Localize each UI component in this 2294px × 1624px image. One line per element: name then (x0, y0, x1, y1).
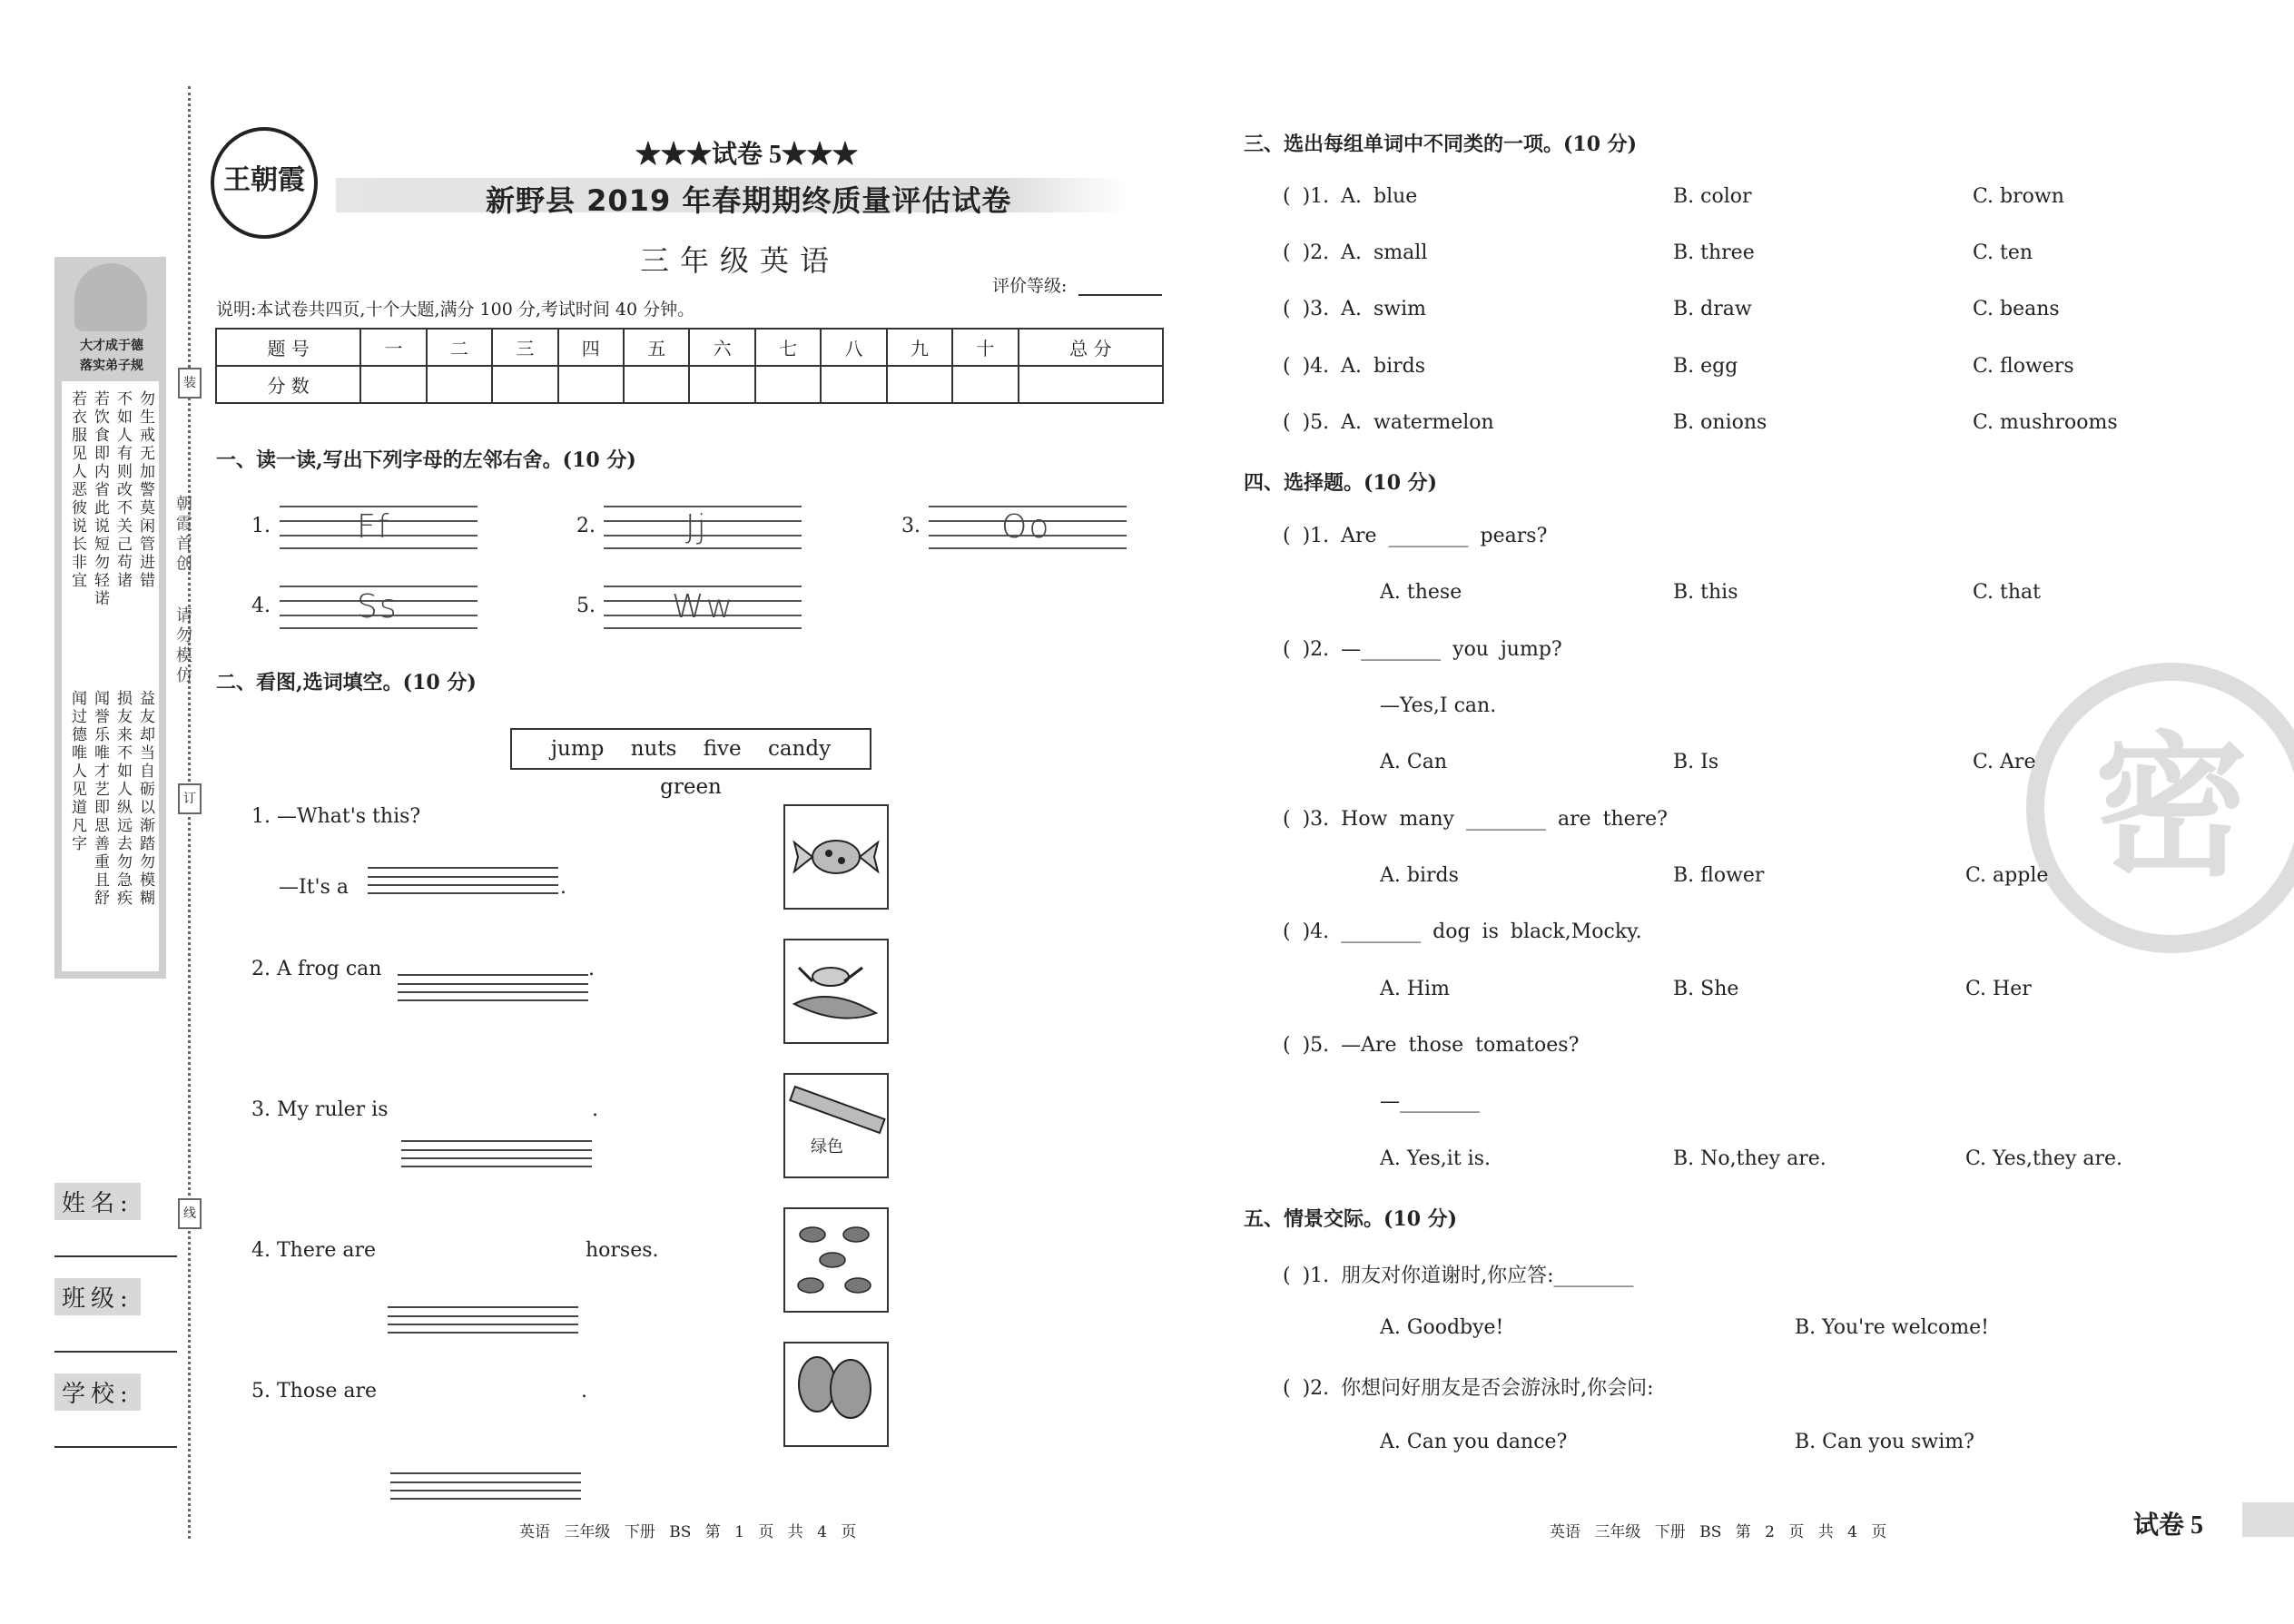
sec3-q5-b: B. onions (1673, 411, 1767, 434)
sec3-q4-b: B. egg (1673, 355, 1738, 378)
score-col-label: 题 号 (216, 329, 360, 366)
sec2-q1-answer-lines[interactable] (368, 867, 558, 892)
sec2-q4-prefix: 4. There are (251, 1239, 377, 1262)
score-col-1: 一 (360, 329, 426, 366)
score-col-3: 三 (492, 329, 557, 366)
score-cell[interactable] (821, 366, 886, 403)
binding-mark-xian: 线 (178, 1198, 202, 1229)
sec2-q1-period: . (560, 876, 566, 899)
candy-icon (785, 806, 887, 908)
publisher-logo: 王朝霞 (211, 127, 318, 239)
score-cell[interactable] (492, 366, 557, 403)
sec5-q2-b: B. Can you swim? (1795, 1431, 1974, 1453)
score-header-row (216, 329, 1163, 366)
eval-field[interactable] (1078, 294, 1162, 296)
score-cell[interactable] (427, 366, 492, 403)
proverb-col-1: 若衣服见人恶彼说长非宜 (68, 390, 86, 590)
sec4-q2: ( )2. —________ you jump? (1283, 638, 1562, 661)
secret-stamp: 密 (2026, 663, 2294, 953)
score-col-5: 五 (624, 329, 689, 366)
paper-tag: 试卷 5 (2133, 1511, 2204, 1540)
sec3-q3-b: B. draw (1673, 298, 1752, 320)
sec1-letters-5: Ww (672, 588, 735, 625)
paper-number: ★★★试卷 5★★★ (635, 141, 859, 169)
score-col-6: 六 (689, 329, 754, 366)
ruler-image (783, 1073, 889, 1178)
score-col-8: 八 (821, 329, 886, 366)
binding-note-1: 朝霞首创 (173, 495, 192, 575)
score-col-2: 二 (427, 329, 492, 366)
ruler-color-label: 绿色 (811, 1137, 843, 1156)
sec3-q1: ( )1. A. blue (1283, 185, 1418, 208)
proverb-col-6: 闻誉乐唯才艺即思善重且舒 (91, 690, 109, 908)
score-row-label: 分 数 (216, 366, 360, 403)
score-cell[interactable] (624, 366, 689, 403)
score-cell[interactable] (360, 366, 426, 403)
sec2-q1-answer-prefix: —It's a (279, 876, 349, 899)
sec3-q3-c: C. beans (1973, 298, 2060, 320)
sec4-q1-c: C. that (1973, 581, 2042, 604)
proverb-col-2: 若饮食即内省此说短勿轻诺 (91, 390, 109, 608)
sec4-q4-a: A. Him (1380, 978, 1450, 1000)
sec4-q3-c: C. apple (1965, 864, 2049, 887)
sec2-q2-prefix: 2. A frog can (251, 958, 382, 980)
sec4-q2-b: B. Is (1673, 751, 1719, 773)
sec1-num-3: 3. (901, 515, 921, 537)
class-label: 班级: (54, 1278, 141, 1315)
section-3-title: 三、选出每组单词中不同类的一项。(10 分) (1244, 133, 1638, 156)
sec3-q1-b: B. color (1673, 185, 1752, 208)
sec2-q3-prefix: 3. My ruler is (251, 1098, 389, 1121)
sec1-num-1: 1. (251, 515, 271, 537)
sec4-q4-c: C. Her (1965, 978, 2032, 1000)
sec3-q5-c: C. mushrooms (1973, 411, 2118, 434)
sec2-q2-answer-lines[interactable] (398, 974, 588, 999)
sec4-q2-reply: —Yes,I can. (1380, 694, 1497, 717)
sec3-q2: ( )2. A. small (1283, 241, 1428, 264)
proverb-col-5: 闻过德唯人见道凡字 (68, 690, 86, 853)
sec1-num-4: 4. (251, 595, 271, 617)
score-cell[interactable] (1019, 366, 1163, 403)
sec1-letters-4: Ss (357, 588, 399, 625)
sec1-letters-3: Oo (1001, 508, 1051, 546)
score-col-10: 十 (952, 329, 1018, 366)
sec3-q1-c: C. brown (1973, 185, 2064, 208)
motto (58, 336, 165, 376)
score-table (215, 328, 1164, 404)
sec2-q5-period: . (581, 1380, 587, 1403)
sec4-q2-c: C. Are (1973, 751, 2036, 773)
score-cell[interactable] (755, 366, 821, 403)
binding-note-2: 请勿模仿 (173, 606, 192, 686)
sec5-q2: ( )2. 你想问好朋友是否会游泳时,你会问: (1283, 1377, 1654, 1400)
sec4-q3-b: B. flower (1673, 864, 1765, 887)
sec4-q5-b: B. No,they are. (1673, 1147, 1826, 1170)
sec3-q3: ( )3. A. swim (1283, 298, 1427, 320)
motto-line-1: 大才成于德 (80, 339, 143, 353)
sec4-q5-reply: —________ (1380, 1090, 1480, 1113)
sec2-q4-answer-lines[interactable] (388, 1306, 578, 1332)
sec4-q5: ( )5. —Are those tomatoes? (1283, 1034, 1580, 1057)
sec4-q2-a: A. Can (1380, 751, 1447, 773)
subject-title: 三年级英语 (640, 243, 841, 278)
sec4-q1: ( )1. Are ________ pears? (1283, 525, 1548, 547)
sec4-q3: ( )3. How many ________ are there? (1283, 808, 1668, 831)
sec3-q5: ( )5. A. watermelon (1283, 411, 1494, 434)
scholar-figure (74, 263, 147, 331)
section-1-title: 一、读一读,写出下列字母的左邻右舍。(10 分) (216, 448, 636, 472)
section-5-title: 五、情景交际。(10 分) (1244, 1207, 1458, 1231)
score-col-4: 四 (558, 329, 624, 366)
sec1-lines-2[interactable] (604, 506, 802, 549)
proverb-col-7: 损友来不如人纵远去勿急疾 (113, 690, 132, 908)
section-4-title: 四、选择题。(10 分) (1244, 471, 1438, 495)
sec1-lines-1[interactable] (280, 506, 478, 549)
footer-page-2: 英语 三年级 下册 BS 第 2 页 共 4 页 (1550, 1523, 1887, 1541)
sec2-q2-period: . (588, 958, 595, 980)
score-cell[interactable] (558, 366, 624, 403)
sec3-q2-c: C. ten (1973, 241, 2033, 264)
proverb-col-8: 益友却当自砺以渐踏勿模糊 (136, 690, 154, 908)
name-field[interactable] (54, 1255, 177, 1257)
sec4-q3-a: A. birds (1380, 864, 1459, 887)
sec2-q5-prefix: 5. Those are (251, 1380, 378, 1403)
eval-label: 评价等级: (992, 276, 1068, 296)
score-col-total: 总 分 (1019, 329, 1163, 366)
score-value-row (216, 366, 1163, 403)
sec4-q1-a: A. these (1380, 581, 1462, 604)
sec2-q3-answer-lines[interactable] (401, 1140, 592, 1166)
sec2-q5-answer-lines[interactable] (390, 1472, 581, 1498)
binding-mark-ding: 订 (178, 783, 202, 814)
sec1-letters-1: Ff (357, 508, 391, 546)
paper-title: 新野县 2019 年春期期终质量评估试卷 (486, 183, 1012, 218)
score-cell[interactable] (887, 366, 952, 403)
sec3-q4: ( )4. A. birds (1283, 355, 1426, 378)
frog-image (783, 939, 889, 1044)
sec1-num-2: 2. (576, 515, 596, 537)
horses-icon (785, 1209, 887, 1311)
sec1-lines-4[interactable] (280, 586, 478, 629)
proverb-col-3: 不如人有则改不关己苟诸 (113, 390, 132, 590)
score-cell[interactable] (952, 366, 1018, 403)
sec4-q5-c: C. Yes,they are. (1965, 1147, 2123, 1170)
proverb-col-4: 勿生戒无加警莫闲管进错 (136, 390, 154, 590)
proverb-text-2 (65, 690, 156, 908)
sec4-q4-b: B. She (1673, 978, 1739, 1000)
exam-notes: 说明:本试卷共四页,十个大题,满分 100 分,考试时间 40 分钟。 (216, 300, 695, 320)
sec4-q5-a: A. Yes,it is. (1380, 1147, 1491, 1170)
nuts-image (783, 1342, 889, 1447)
sec1-lines-3[interactable] (929, 506, 1127, 549)
sec1-lines-5[interactable] (604, 586, 802, 629)
sec2-q4-suffix: horses. (586, 1239, 659, 1262)
binding-mark-zhuang: 装 (178, 368, 202, 399)
sec3-q4-c: C. flowers (1973, 355, 2074, 378)
sec1-letters-2: Jj (685, 508, 708, 546)
sec2-q1-question: 1. —What's this? (251, 805, 421, 828)
sec1-num-5: 5. (576, 595, 596, 617)
sec3-q2-b: B. three (1673, 241, 1755, 264)
sec5-q1-b: B. You're welcome! (1795, 1316, 1989, 1339)
sec2-q3-period: . (592, 1098, 598, 1121)
name-label: 姓名: (54, 1183, 141, 1220)
frog-icon (785, 940, 887, 1042)
word-bank: jump nuts five candy green (510, 728, 871, 770)
sec5-q1: ( )1. 朋友对你道谢时,你应答:________ (1283, 1265, 1634, 1287)
candy-image (783, 804, 889, 910)
horses-image (783, 1207, 889, 1313)
class-field[interactable] (54, 1351, 177, 1353)
score-col-9: 九 (887, 329, 952, 366)
ruler-icon (785, 1075, 887, 1176)
sec5-q1-a: A. Goodbye! (1380, 1316, 1504, 1339)
sec4-q4: ( )4. ________ dog is black,Mocky. (1283, 920, 1642, 943)
motto-line-2: 落实弟子规 (80, 359, 143, 373)
school-field[interactable] (54, 1446, 177, 1448)
sec5-q2-a: A. Can you dance? (1380, 1431, 1568, 1453)
nuts-icon (785, 1343, 887, 1445)
school-label: 学校: (54, 1373, 141, 1411)
sec4-q1-b: B. this (1673, 581, 1738, 604)
section-2-title: 二、看图,选词填空。(10 分) (216, 671, 477, 694)
proverb-text (65, 390, 156, 608)
paper-tag-band (2242, 1502, 2294, 1537)
score-col-7: 七 (755, 329, 821, 366)
score-cell[interactable] (689, 366, 754, 403)
footer-page-1: 英语 三年级 下册 BS 第 1 页 共 4 页 (519, 1523, 857, 1541)
